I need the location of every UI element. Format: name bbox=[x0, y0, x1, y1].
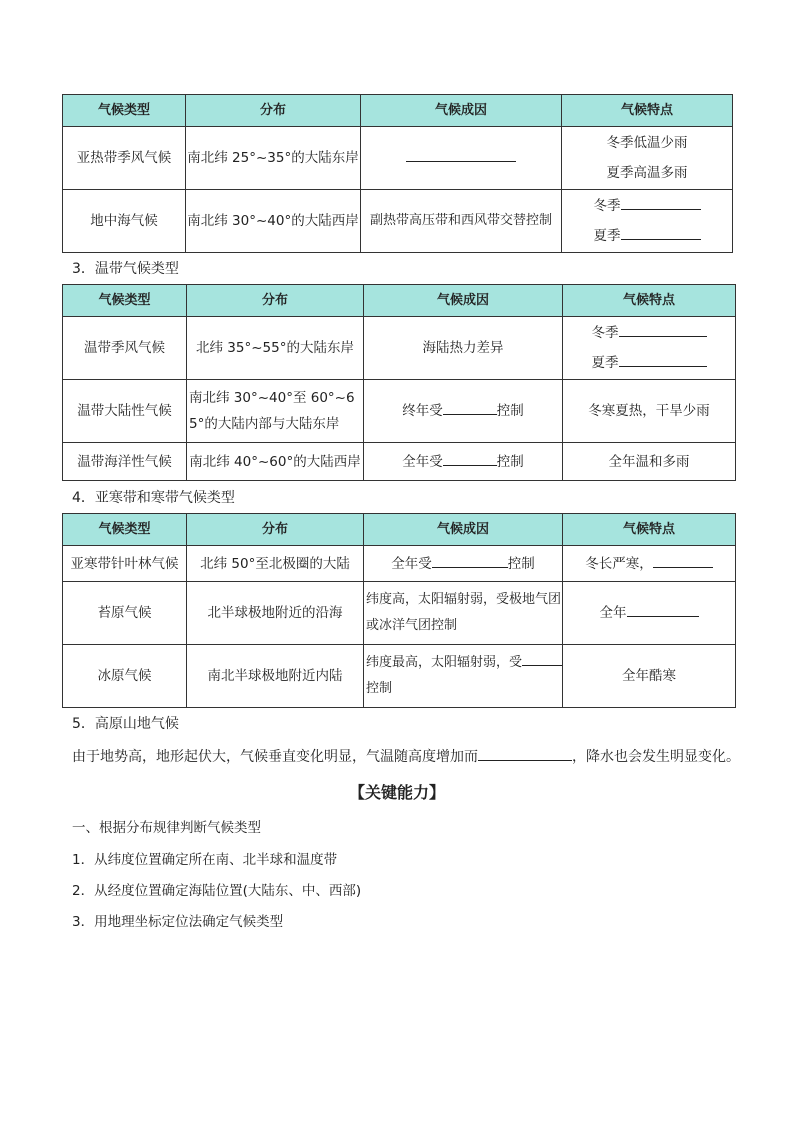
fill-blank bbox=[522, 650, 562, 666]
cell-cause: 纬度高，太阳辐射弱，受极地气团或冰洋气团控制 bbox=[364, 582, 563, 645]
list-item: 2．从经度位置确定海陆位置(大陆东、中、西部) bbox=[72, 883, 362, 899]
cell-cause bbox=[364, 380, 563, 443]
cell-features bbox=[563, 582, 736, 645]
header-features: 气候特点 bbox=[562, 95, 733, 127]
part-1-title: 一、根据分布规律判断气候类型 bbox=[72, 820, 261, 836]
table-row bbox=[63, 317, 736, 380]
section-3-title: 3．温带气候类型 bbox=[72, 261, 179, 277]
fill-blank bbox=[443, 450, 497, 466]
cell-distribution: 北纬 35°~55°的大陆东岸 bbox=[187, 317, 364, 380]
cell-cause bbox=[364, 443, 563, 481]
cell-distribution: 南北纬 30°~40°至 60°~65°的大陆内部与大陆东岸 bbox=[187, 380, 364, 443]
fill-blank bbox=[478, 745, 572, 761]
cell-features bbox=[563, 317, 736, 380]
header-type: 气候类型 bbox=[63, 95, 186, 127]
feature-line bbox=[563, 348, 735, 378]
cell-features bbox=[562, 127, 733, 190]
table-header-row bbox=[63, 514, 736, 546]
cell-type: 亚热带季风气候 bbox=[63, 127, 186, 190]
cell-distribution: 北半球极地附近的沿海 bbox=[187, 582, 364, 645]
fill-blank bbox=[432, 552, 508, 568]
feature-line bbox=[562, 221, 732, 251]
header-features: 气候特点 bbox=[563, 514, 736, 546]
cell-type: 地中海气候 bbox=[63, 190, 186, 253]
cause-text: 全年受 bbox=[402, 453, 443, 470]
cell-type: 温带海洋性气候 bbox=[63, 443, 187, 481]
climate-table-temperate bbox=[62, 284, 736, 481]
cause-text: 控制 bbox=[366, 681, 393, 696]
table-row bbox=[63, 645, 736, 708]
cell-cause bbox=[364, 645, 563, 708]
cell-distribution: 北纬 50°至北极圈的大陆 bbox=[187, 546, 364, 582]
list-item: 3．用地理坐标定位法确定气候类型 bbox=[72, 914, 284, 930]
section-5-title: 5．高原山地气候 bbox=[72, 716, 179, 732]
cause-text: 纬度最高，太阳辐射弱，受 bbox=[366, 655, 523, 670]
feature-line bbox=[562, 191, 732, 221]
fill-blank bbox=[619, 351, 707, 367]
cell-cause: 副热带高压带和西风带交替控制 bbox=[361, 190, 562, 253]
header-distribution: 分布 bbox=[186, 95, 361, 127]
cell-type: 温带大陆性气候 bbox=[63, 380, 187, 443]
cause-text: 终年受 bbox=[402, 403, 443, 419]
feature-label: 夏季 bbox=[593, 228, 621, 244]
cell-distribution: 南北纬 40°~60°的大陆西岸 bbox=[187, 443, 364, 481]
table-header-row bbox=[63, 285, 736, 317]
cell-distribution: 南北纬 30°~40°的大陆西岸 bbox=[186, 190, 361, 253]
table-row bbox=[63, 190, 733, 253]
cell-type: 亚寒带针叶林气候 bbox=[63, 546, 187, 582]
cell-type: 温带季风气候 bbox=[63, 317, 187, 380]
table-header-row bbox=[63, 95, 733, 127]
fill-blank bbox=[653, 552, 713, 568]
feature-label: 冬季 bbox=[593, 198, 621, 214]
cause-text: 控制 bbox=[496, 403, 524, 419]
cell-type: 冰原气候 bbox=[63, 645, 187, 708]
cause-text: 全年受 bbox=[391, 555, 432, 572]
header-type: 气候类型 bbox=[63, 514, 187, 546]
table-row bbox=[63, 546, 736, 582]
feature-line bbox=[563, 318, 735, 348]
fill-blank bbox=[406, 146, 516, 162]
climate-table-subarctic bbox=[62, 513, 736, 708]
cell-features: 全年温和多雨 bbox=[563, 443, 736, 481]
list-item: 1．从纬度位置确定所在南、北半球和温度带 bbox=[72, 852, 338, 868]
feature-line: 夏季高温多雨 bbox=[606, 165, 688, 181]
feature-label: 冬季 bbox=[591, 325, 619, 341]
climate-table-subtropical bbox=[62, 94, 733, 253]
key-ability-title: 【关键能力】 bbox=[348, 783, 445, 802]
header-cause: 气候成因 bbox=[364, 285, 563, 317]
feature-label: 全年 bbox=[599, 605, 627, 621]
header-distribution: 分布 bbox=[187, 514, 364, 546]
table-row bbox=[63, 127, 733, 190]
cell-distribution: 南北纬 25°~35°的大陆东岸 bbox=[186, 127, 361, 190]
cell-distribution: 南北半球极地附近内陆 bbox=[187, 645, 364, 708]
header-type: 气候类型 bbox=[63, 285, 187, 317]
cause-text: 控制 bbox=[507, 555, 535, 572]
fill-blank bbox=[627, 601, 699, 617]
cell-features: 全年酷寒 bbox=[563, 645, 736, 708]
fill-blank bbox=[621, 194, 701, 210]
cell-features bbox=[562, 190, 733, 253]
cell-cause bbox=[364, 546, 563, 582]
feature-label: 冬长严寒， bbox=[585, 555, 653, 572]
table-row bbox=[63, 443, 736, 481]
cell-type: 苔原气候 bbox=[63, 582, 187, 645]
paragraph-text: ，降水也会发生明显变化。 bbox=[572, 749, 740, 765]
section-5-paragraph bbox=[72, 745, 752, 767]
cell-cause bbox=[361, 127, 562, 190]
header-features: 气候特点 bbox=[563, 285, 736, 317]
fill-blank bbox=[619, 321, 707, 337]
cell-features bbox=[563, 546, 736, 582]
table-row bbox=[63, 380, 736, 443]
feature-label: 夏季 bbox=[591, 355, 619, 371]
cell-features: 冬寒夏热，干旱少雨 bbox=[563, 380, 736, 443]
section-4-title: 4．亚寒带和寒带气候类型 bbox=[72, 490, 235, 506]
cell-cause: 海陆热力差异 bbox=[364, 317, 563, 380]
fill-blank bbox=[621, 224, 701, 240]
header-cause: 气候成因 bbox=[361, 95, 562, 127]
cause-text: 控制 bbox=[496, 453, 524, 470]
table-row bbox=[63, 582, 736, 645]
paragraph-text: 由于地势高，地形起伏大，气候垂直变化明显，气温随高度增加而 bbox=[72, 749, 478, 765]
header-cause: 气候成因 bbox=[364, 514, 563, 546]
feature-line: 冬季低温少雨 bbox=[606, 135, 688, 151]
fill-blank bbox=[443, 399, 497, 415]
header-distribution: 分布 bbox=[187, 285, 364, 317]
